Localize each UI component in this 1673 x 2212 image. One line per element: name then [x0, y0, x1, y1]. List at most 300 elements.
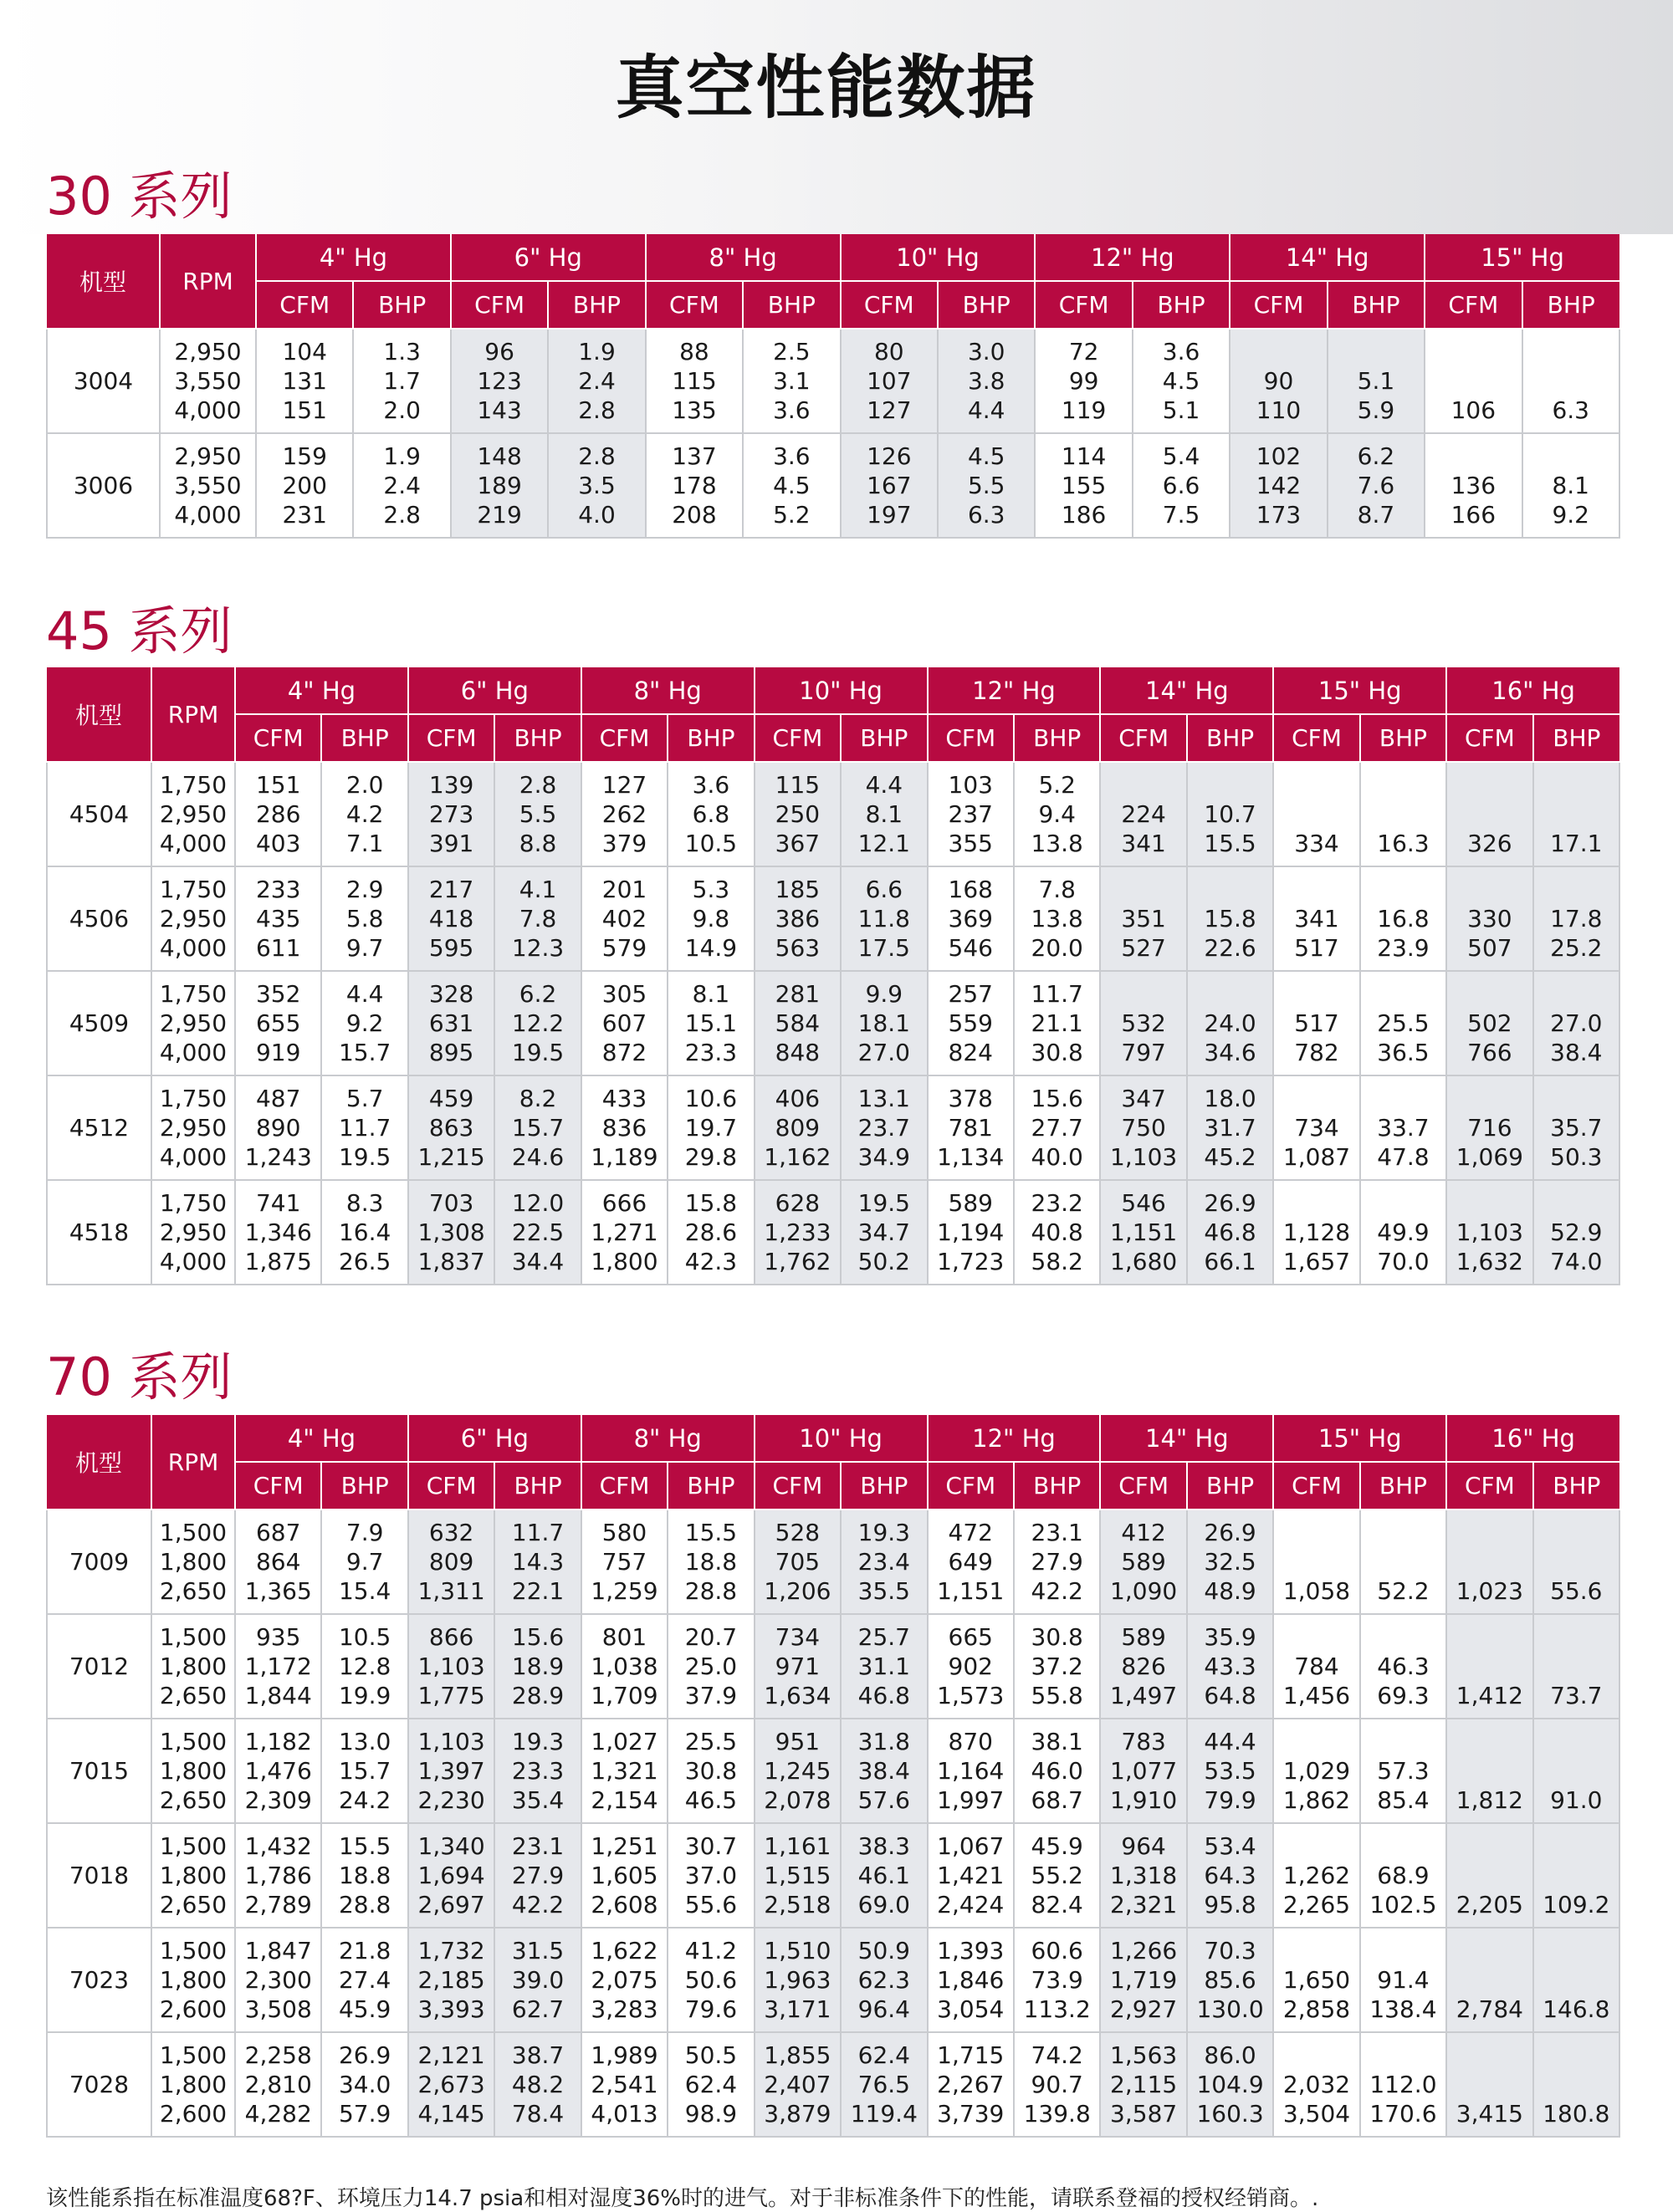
- cfm-value: 826: [1121, 1653, 1166, 1680]
- rpm-value: 3,550: [174, 367, 242, 395]
- cfm-value: 2,185: [417, 1966, 485, 1994]
- cfm-value: 135: [672, 396, 717, 424]
- bhp-value: 18.1: [857, 1009, 910, 1037]
- bhp-value: 38.1: [1031, 1728, 1083, 1755]
- cfm-value: [1447, 1861, 1532, 1890]
- bhp-cell: [841, 1075, 927, 1180]
- rpm-column-header: RPM: [151, 1415, 235, 1510]
- rpm-value: 1,500: [159, 1937, 228, 1964]
- bhp-cell: [1133, 433, 1230, 538]
- bhp-value: 45.9: [338, 1995, 391, 2023]
- bhp-cell: [1014, 1180, 1100, 1285]
- cfm-value: 143: [477, 396, 522, 424]
- bhp-value: 16.8: [1377, 905, 1430, 932]
- bhp-value: 55.2: [1031, 1862, 1083, 1889]
- bhp-cell: [1533, 1614, 1619, 1719]
- cfm-value: 80: [873, 338, 904, 365]
- cfm-value: 1,077: [1110, 1757, 1178, 1785]
- cfm-cell: [581, 1928, 668, 2032]
- cfm-column-header: CFM: [581, 1462, 668, 1510]
- cfm-cell: [1035, 433, 1132, 538]
- cfm-cell: [1425, 329, 1522, 433]
- cfm-cell: [235, 1719, 321, 1823]
- bhp-value: 44.4: [1204, 1728, 1256, 1755]
- rpm-value: 1,750: [159, 980, 228, 1008]
- bhp-cell: [1360, 1075, 1446, 1180]
- bhp-value: 27.9: [1031, 1548, 1083, 1576]
- rpm-value: 1,800: [159, 1548, 228, 1576]
- model-cell: 3004: [47, 329, 160, 433]
- cfm-cell: [408, 866, 494, 971]
- cfm-value: 705: [775, 1548, 821, 1576]
- bhp-value: 34.6: [1204, 1039, 1256, 1066]
- header-row-units: [47, 1462, 1619, 1510]
- bhp-value: 35.9: [1204, 1623, 1256, 1651]
- cfm-value: 1,719: [1110, 1966, 1178, 1994]
- rpm-value: 1,800: [159, 1653, 228, 1680]
- model-row: [47, 1075, 1619, 1180]
- bhp-value: 15.8: [684, 1189, 738, 1217]
- cfm-value: 1,182: [244, 1728, 312, 1755]
- bhp-cell: [938, 329, 1035, 433]
- cfm-cell: [1230, 433, 1327, 538]
- cfm-value: [1274, 1188, 1358, 1218]
- cfm-cell: [581, 971, 668, 1075]
- cfm-value: 870: [948, 1728, 993, 1755]
- cfm-value: [1447, 1652, 1532, 1681]
- model-row: [47, 1510, 1619, 1614]
- cfm-value: 809: [428, 1548, 474, 1576]
- cfm-cell: [1446, 762, 1532, 866]
- cfm-value: 1,456: [1282, 1682, 1351, 1709]
- bhp-cell: [494, 1180, 581, 1285]
- section-heading-70: 70 系列: [46, 1346, 233, 1407]
- cfm-value: 1,318: [1110, 1862, 1178, 1889]
- bhp-value: 4.5: [967, 442, 1005, 470]
- cfm-cell: [1446, 971, 1532, 1075]
- pressure-group-header: 10" Hg: [755, 1415, 928, 1462]
- cfm-column-header: CFM: [841, 281, 938, 329]
- cfm-value: 757: [601, 1548, 647, 1576]
- bhp-value: 4.4: [967, 396, 1005, 424]
- bhp-value: 18.9: [511, 1653, 565, 1680]
- bhp-cell: [1533, 866, 1619, 971]
- cfm-value: 836: [601, 1114, 647, 1142]
- bhp-value: 8.3: [345, 1189, 384, 1217]
- bhp-value: 41.2: [684, 1937, 738, 1964]
- cfm-value: 2,121: [417, 2041, 485, 2069]
- cfm-value: [1274, 2041, 1358, 2070]
- bhp-value: 11.8: [857, 905, 910, 932]
- cfm-value: 631: [428, 1009, 474, 1037]
- cfm-value: [1274, 1831, 1358, 1861]
- cfm-value: 935: [255, 1623, 301, 1651]
- cfm-value: 1,694: [417, 1862, 485, 1889]
- bhp-value: [1534, 799, 1619, 829]
- rpm-column-header: RPM: [160, 234, 256, 329]
- cfm-cell: [1273, 866, 1359, 971]
- cfm-cell: [928, 1928, 1014, 2032]
- bhp-cell: [321, 1075, 407, 1180]
- cfm-value: 589: [1121, 1623, 1166, 1651]
- bhp-value: 85.4: [1377, 1786, 1430, 1814]
- cfm-value: 2,858: [1282, 1995, 1351, 2023]
- bhp-value: 9.2: [345, 1009, 384, 1037]
- model-cell: 3006: [47, 433, 160, 538]
- cfm-cell: [1446, 866, 1532, 971]
- bhp-cell: [1014, 1928, 1100, 2032]
- cfm-cell: [755, 1823, 841, 1928]
- cfm-value: 1,134: [937, 1143, 1005, 1171]
- cfm-value: 90: [1263, 367, 1294, 395]
- cfm-cell: [928, 1510, 1014, 1614]
- model-row: [47, 866, 1619, 971]
- bhp-value: 15.5: [1204, 830, 1256, 857]
- cfm-value: 532: [1121, 1009, 1166, 1037]
- bhp-value: 86.0: [1204, 2041, 1256, 2069]
- bhp-value: 31.5: [511, 1937, 565, 1964]
- rpm-value: 1,800: [159, 1862, 228, 1889]
- bhp-cell: [1187, 971, 1273, 1075]
- bhp-column-header: BHP: [1533, 714, 1619, 762]
- cfm-value: 4,282: [244, 2100, 312, 2128]
- cfm-value: 173: [1256, 501, 1302, 529]
- cfm-value: 964: [1121, 1832, 1166, 1860]
- cfm-value: 136: [1450, 472, 1496, 499]
- cfm-cell: [755, 1510, 841, 1614]
- cfm-value: 741: [255, 1189, 301, 1217]
- cfm-value: 2,078: [764, 1786, 831, 1814]
- bhp-cell: [1187, 1180, 1273, 1285]
- cfm-value: 1,709: [591, 1682, 658, 1709]
- bhp-value: 50.6: [684, 1966, 738, 1994]
- cfm-value: 1,038: [591, 1653, 658, 1680]
- pressure-group-header: 10" Hg: [755, 667, 928, 714]
- cfm-value: 734: [775, 1623, 821, 1651]
- cfm-value: [1447, 770, 1532, 799]
- bhp-cell: [1360, 971, 1446, 1075]
- cfm-cell: [928, 1823, 1014, 1928]
- bhp-value: 19.3: [511, 1728, 565, 1755]
- rpm-value: 2,950: [159, 1114, 228, 1142]
- rpm-value: 4,000: [159, 1039, 228, 1066]
- bhp-value: 6.3: [1552, 396, 1589, 424]
- cfm-column-header: CFM: [755, 1462, 841, 1510]
- bhp-value: 57.9: [338, 2100, 391, 2128]
- cfm-value: 734: [1294, 1114, 1339, 1142]
- cfm-cell: [928, 1075, 1014, 1180]
- cfm-value: [1274, 1727, 1358, 1756]
- bhp-value: 9.7: [345, 1548, 384, 1576]
- bhp-value: 8.1: [1552, 472, 1589, 499]
- bhp-value: 45.9: [1031, 1832, 1083, 1860]
- bhp-value: 7.5: [1162, 501, 1200, 529]
- model-cell: 7012: [47, 1614, 151, 1719]
- rpm-value: 1,750: [159, 1085, 228, 1112]
- model-cell: 4506: [47, 866, 151, 971]
- bhp-value: 17.1: [1550, 830, 1603, 857]
- cfm-value: 1,393: [937, 1937, 1005, 1964]
- bhp-column-header: BHP: [841, 714, 927, 762]
- cfm-cell: [755, 1719, 841, 1823]
- bhp-value: 7.6: [1357, 472, 1395, 499]
- bhp-value: [1361, 770, 1445, 799]
- cfm-value: 1,103: [1110, 1143, 1178, 1171]
- bhp-value: [1361, 799, 1445, 829]
- cfm-value: 412: [1121, 1519, 1166, 1546]
- cfm-value: 326: [1467, 830, 1512, 857]
- bhp-value: [1534, 1188, 1619, 1218]
- cfm-value: 2,300: [244, 1966, 312, 1994]
- section-heading-30: 30 系列: [46, 166, 233, 227]
- bhp-value: 90.7: [1031, 2071, 1083, 2098]
- bhp-cell: [1533, 1180, 1619, 1285]
- cfm-value: 115: [775, 771, 821, 799]
- cfm-cell: [928, 2032, 1014, 2137]
- cfm-cell: [451, 433, 548, 538]
- cfm-cell: [1273, 1823, 1359, 1928]
- cfm-value: [1447, 1622, 1532, 1652]
- cfm-value: 784: [1294, 1653, 1339, 1680]
- bhp-value: [1361, 1547, 1445, 1576]
- cfm-value: 890: [255, 1114, 301, 1142]
- cfm-value: 2,309: [244, 1786, 312, 1814]
- bhp-cell: [1533, 1928, 1619, 2032]
- bhp-column-header: BHP: [743, 281, 840, 329]
- cfm-value: 1,245: [764, 1757, 831, 1785]
- bhp-value: 8.8: [519, 830, 557, 857]
- bhp-value: 98.9: [684, 2100, 738, 2128]
- bhp-value: 8.2: [519, 1085, 557, 1112]
- bhp-value: 5.3: [692, 876, 730, 903]
- bhp-value: 21.8: [338, 1937, 391, 1964]
- bhp-value: 23.3: [684, 1039, 738, 1066]
- cfm-value: 369: [948, 905, 993, 932]
- cfm-value: [1447, 1188, 1532, 1218]
- cfm-cell: [1100, 1510, 1186, 1614]
- cfm-value: 3,283: [591, 1995, 658, 2023]
- bhp-value: 62.3: [857, 1966, 910, 1994]
- model-cell: 7023: [47, 1928, 151, 2032]
- bhp-value: 6.3: [967, 501, 1005, 529]
- bhp-value: 4.0: [578, 501, 616, 529]
- cfm-value: 137: [672, 442, 717, 470]
- cfm-value: 3,393: [417, 1995, 485, 2023]
- cfm-value: 848: [775, 1039, 821, 1066]
- cfm-cell: [841, 329, 938, 433]
- cfm-value: 197: [867, 501, 912, 529]
- bhp-cell: [743, 433, 840, 538]
- bhp-column-header: BHP: [321, 1462, 407, 1510]
- cfm-value: 528: [775, 1519, 821, 1546]
- bhp-cell: [668, 971, 754, 1075]
- bhp-cell: [841, 1719, 927, 1823]
- pressure-group-header: 14" Hg: [1100, 667, 1273, 714]
- bhp-cell: [1187, 1928, 1273, 2032]
- cfm-value: 1,862: [1282, 1786, 1351, 1814]
- bhp-cell: [1014, 2032, 1100, 2137]
- cfm-value: 1,412: [1456, 1682, 1523, 1709]
- bhp-value: 7.1: [345, 830, 384, 857]
- bhp-cell: [1014, 1510, 1100, 1614]
- bhp-value: 5.2: [1038, 771, 1076, 799]
- cfm-value: 131: [282, 367, 327, 395]
- bhp-value: 10.7: [1204, 800, 1256, 828]
- cfm-value: 1,812: [1456, 1786, 1523, 1814]
- cfm-value: 580: [601, 1519, 647, 1546]
- cfm-cell: [1100, 1719, 1186, 1823]
- model-row: [47, 971, 1619, 1075]
- bhp-cell: [1014, 866, 1100, 971]
- bhp-value: 12.1: [857, 830, 910, 857]
- cfm-value: [1447, 1727, 1532, 1756]
- cfm-value: 107: [867, 367, 912, 395]
- bhp-value: 4.1: [519, 876, 557, 903]
- bhp-value: 112.0: [1369, 2071, 1437, 2098]
- bhp-value: 32.5: [1204, 1548, 1256, 1576]
- bhp-value: 52.9: [1550, 1218, 1603, 1246]
- bhp-cell: [938, 433, 1035, 538]
- cfm-value: 507: [1467, 934, 1512, 962]
- bhp-cell: [321, 1180, 407, 1285]
- cfm-value: 200: [282, 472, 327, 499]
- bhp-value: 16.4: [338, 1218, 391, 1246]
- bhp-value: 57.3: [1377, 1757, 1430, 1785]
- bhp-cell: [1187, 866, 1273, 971]
- cfm-value: 217: [428, 876, 474, 903]
- bhp-value: 10.5: [338, 1623, 391, 1651]
- bhp-value: 27.7: [1031, 1114, 1083, 1142]
- rpm-value: 2,650: [159, 1891, 228, 1918]
- bhp-column-header: BHP: [1328, 281, 1425, 329]
- bhp-value: 2.8: [519, 771, 557, 799]
- cfm-value: [1447, 2070, 1532, 2099]
- cfm-value: 589: [1121, 1548, 1166, 1576]
- cfm-value: [1447, 1936, 1532, 1965]
- bhp-value: 9.8: [692, 905, 730, 932]
- cfm-value: 703: [428, 1189, 474, 1217]
- cfm-cell: [235, 971, 321, 1075]
- cfm-value: 403: [255, 830, 301, 857]
- bhp-column-header: BHP: [1187, 714, 1273, 762]
- bhp-cell: [1187, 1075, 1273, 1180]
- cfm-value: 148: [477, 442, 522, 470]
- cfm-value: 378: [948, 1085, 993, 1112]
- cfm-value: 783: [1121, 1728, 1166, 1755]
- bhp-value: 31.8: [857, 1728, 910, 1755]
- cfm-cell: [928, 1719, 1014, 1823]
- cfm-column-header: CFM: [928, 1462, 1014, 1510]
- cfm-value: 2,032: [1282, 2071, 1351, 2098]
- bhp-cell: [668, 1614, 754, 1719]
- bhp-value: 60.6: [1031, 1937, 1083, 1964]
- bhp-value: 34.4: [511, 1248, 565, 1275]
- model-cell: 4512: [47, 1075, 151, 1180]
- bhp-value: [1361, 979, 1445, 1009]
- bhp-value: [1361, 1084, 1445, 1113]
- cfm-column-header: CFM: [1100, 714, 1186, 762]
- bhp-value: 91.0: [1550, 1786, 1603, 1814]
- cfm-cell: [841, 433, 938, 538]
- cfm-value: 1,775: [417, 1682, 485, 1709]
- bhp-value: 58.2: [1031, 1248, 1083, 1275]
- bhp-value: 8.1: [865, 800, 903, 828]
- bhp-value: [1523, 337, 1619, 366]
- cfm-cell: [1273, 1719, 1359, 1823]
- cfm-value: 1,365: [244, 1577, 312, 1605]
- cfm-value: 559: [948, 1009, 993, 1037]
- cfm-cell: [408, 1075, 494, 1180]
- cfm-column-header: CFM: [755, 714, 841, 762]
- bhp-column-header: BHP: [321, 714, 407, 762]
- cfm-value: 2,541: [591, 2071, 658, 2098]
- rpm-value: 2,650: [159, 1577, 228, 1605]
- cfm-value: 114: [1061, 442, 1107, 470]
- cfm-value: 233: [255, 876, 301, 903]
- bhp-value: 11.7: [1031, 980, 1083, 1008]
- bhp-value: 38.4: [857, 1757, 910, 1785]
- cfm-column-header: CFM: [1425, 281, 1522, 329]
- model-row: [47, 1823, 1619, 1928]
- cfm-column-header: CFM: [1446, 1462, 1532, 1510]
- bhp-column-header: BHP: [668, 1462, 754, 1510]
- cfm-value: 330: [1467, 905, 1512, 932]
- bhp-value: [1534, 770, 1619, 799]
- rpm-cell: [151, 2032, 235, 2137]
- cfm-value: 824: [948, 1039, 993, 1066]
- bhp-value: 102.5: [1369, 1891, 1437, 1918]
- cfm-value: 341: [1121, 830, 1166, 857]
- cfm-value: [1447, 1547, 1532, 1576]
- model-cell: 4504: [47, 762, 151, 866]
- cfm-value: 2,697: [417, 1891, 485, 1918]
- rpm-value: 1,500: [159, 1728, 228, 1755]
- bhp-value: 55.6: [1550, 1577, 1603, 1605]
- bhp-value: 50.9: [857, 1937, 910, 1964]
- cfm-value: [1274, 1622, 1358, 1652]
- rpm-value: 4,000: [159, 830, 228, 857]
- cfm-value: 895: [428, 1039, 474, 1066]
- cfm-value: 127: [867, 396, 912, 424]
- bhp-value: 3.1: [773, 367, 811, 395]
- rpm-value: 2,600: [159, 2100, 228, 2128]
- bhp-value: 3.6: [773, 442, 811, 470]
- bhp-cell: [841, 971, 927, 1075]
- cfm-value: 435: [255, 905, 301, 932]
- bhp-value: 35.7: [1550, 1114, 1603, 1142]
- bhp-value: 62.4: [684, 2071, 738, 2098]
- bhp-value: 4.4: [865, 771, 903, 799]
- header-row-groups: [47, 234, 1619, 281]
- rpm-value: 2,650: [159, 1786, 228, 1814]
- cfm-cell: [1446, 2032, 1532, 2137]
- bhp-cell: [1533, 762, 1619, 866]
- cfm-value: 224: [1121, 800, 1166, 828]
- cfm-value: [1447, 799, 1532, 829]
- bhp-value: 27.0: [1550, 1009, 1603, 1037]
- pressure-group-header: 15" Hg: [1425, 234, 1619, 281]
- rpm-value: 4,000: [159, 1143, 228, 1171]
- bhp-cell: [494, 1928, 581, 2032]
- bhp-cell: [841, 866, 927, 971]
- bhp-value: 19.3: [857, 1519, 910, 1546]
- pressure-group-header: 15" Hg: [1273, 1415, 1446, 1462]
- bhp-value: 37.9: [684, 1682, 738, 1709]
- cfm-value: 341: [1294, 905, 1339, 932]
- bhp-value: 35.4: [511, 1786, 565, 1814]
- bhp-value: 170.6: [1369, 2100, 1437, 2128]
- bhp-cell: [494, 2032, 581, 2137]
